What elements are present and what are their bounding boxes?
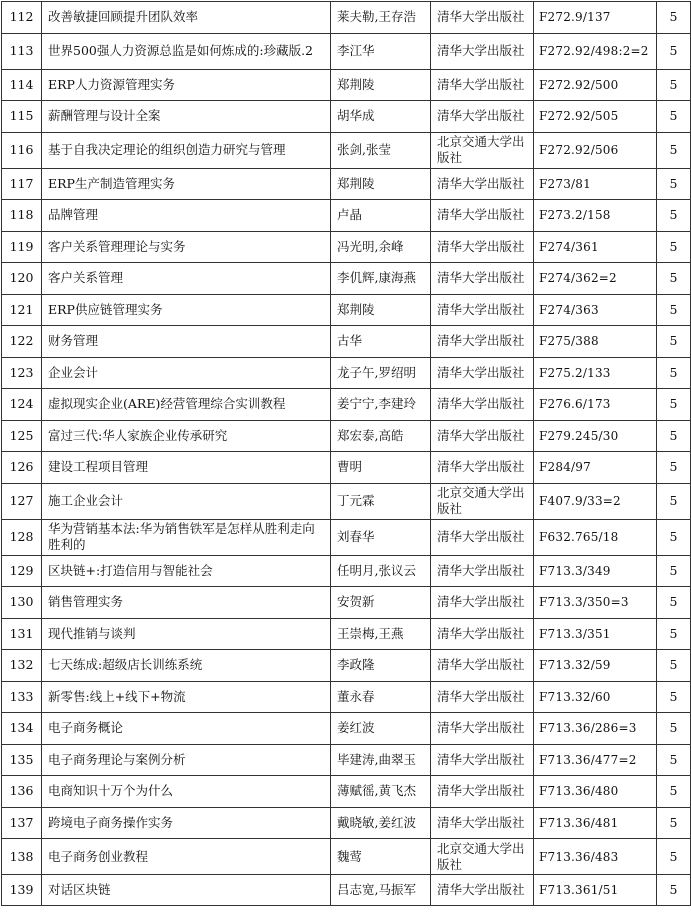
row-number: 122 (2, 326, 42, 358)
book-title: ERP生产制造管理实务 (42, 168, 331, 200)
row-number: 137 (2, 807, 42, 839)
book-publisher: 清华大学出版社 (431, 807, 534, 839)
book-title: 客户关系管理 (42, 263, 331, 295)
book-author: 毕建涛,曲翠玉 (331, 744, 431, 776)
book-author: 魏莺 (331, 839, 431, 875)
book-publisher: 清华大学出版社 (431, 650, 534, 682)
book-title: 施工企业会计 (42, 483, 331, 519)
book-author: 吕志宽,马振军 (331, 875, 431, 906)
book-author: 安贺新 (331, 587, 431, 619)
copy-count: 5 (657, 294, 691, 326)
copy-count: 5 (657, 263, 691, 295)
book-publisher: 清华大学出版社 (431, 33, 534, 69)
copy-count: 5 (657, 2, 691, 34)
book-author: 李政隆 (331, 650, 431, 682)
book-author: 丁元霖 (331, 483, 431, 519)
table-row (2, 681, 691, 713)
call-number: F713.32/60 (534, 681, 657, 713)
book-title: 现代推销与谈判 (42, 618, 331, 650)
row-number: 119 (2, 231, 42, 263)
copy-count: 5 (657, 101, 691, 133)
book-list-body (2, 2, 691, 906)
table-row (2, 263, 691, 295)
table-row (2, 389, 691, 421)
row-number: 123 (2, 357, 42, 389)
call-number: F279.245/30 (534, 420, 657, 452)
copy-count: 5 (657, 69, 691, 101)
table-row (2, 587, 691, 619)
book-publisher: 清华大学出版社 (431, 681, 534, 713)
table-row (2, 618, 691, 650)
row-number: 130 (2, 587, 42, 619)
table-row (2, 200, 691, 232)
table-row (2, 483, 691, 519)
row-number: 117 (2, 168, 42, 200)
book-title: 跨境电子商务操作实务 (42, 807, 331, 839)
row-number: 118 (2, 200, 42, 232)
book-title: 电子商务创业教程 (42, 839, 331, 875)
book-author: 董永春 (331, 681, 431, 713)
call-number: F276.6/173 (534, 389, 657, 421)
book-author: 郑荆陵 (331, 69, 431, 101)
book-list-table (1, 1, 691, 906)
call-number: F713.32/59 (534, 650, 657, 682)
book-publisher: 清华大学出版社 (431, 200, 534, 232)
call-number: F713.361/51 (534, 875, 657, 906)
call-number: F273.2/158 (534, 200, 657, 232)
table-row (2, 452, 691, 484)
row-number: 116 (2, 132, 42, 168)
book-title: 区块链+:打造信用与智能社会 (42, 555, 331, 587)
call-number: F274/362=2 (534, 263, 657, 295)
row-number: 134 (2, 713, 42, 745)
copy-count: 5 (657, 483, 691, 519)
copy-count: 5 (657, 618, 691, 650)
book-publisher: 清华大学出版社 (431, 168, 534, 200)
book-title: 销售管理实务 (42, 587, 331, 619)
row-number: 125 (2, 420, 42, 452)
book-author: 王崇梅,王燕 (331, 618, 431, 650)
row-number: 129 (2, 555, 42, 587)
table-row (2, 357, 691, 389)
book-publisher: 清华大学出版社 (431, 713, 534, 745)
book-title: 新零售:线上+线下+物流 (42, 681, 331, 713)
table-row (2, 168, 691, 200)
copy-count: 5 (657, 420, 691, 452)
book-publisher: 清华大学出版社 (431, 69, 534, 101)
book-author: 李江华 (331, 33, 431, 69)
copy-count: 5 (657, 519, 691, 555)
book-author: 胡华成 (331, 101, 431, 133)
row-number: 115 (2, 101, 42, 133)
row-number: 113 (2, 33, 42, 69)
book-author: 莱夫勒,王存浩 (331, 2, 431, 34)
call-number: F272.92/498:2=2 (534, 33, 657, 69)
copy-count: 5 (657, 132, 691, 168)
call-number: F272.9/137 (534, 2, 657, 34)
copy-count: 5 (657, 807, 691, 839)
table-row (2, 33, 691, 69)
book-author: 姜宁宁,李建玲 (331, 389, 431, 421)
table-row (2, 326, 691, 358)
copy-count: 5 (657, 231, 691, 263)
book-author: 古华 (331, 326, 431, 358)
book-title: 七天练成:超级店长训练系统 (42, 650, 331, 682)
call-number: F272.92/506 (534, 132, 657, 168)
book-title: 基于自我决定理论的组织创造力研究与管理 (42, 132, 331, 168)
book-title: ERP供应链管理实务 (42, 294, 331, 326)
row-number: 121 (2, 294, 42, 326)
book-publisher: 清华大学出版社 (431, 357, 534, 389)
book-title: 对话区块链 (42, 875, 331, 906)
book-author: 任明月,张议云 (331, 555, 431, 587)
copy-count: 5 (657, 587, 691, 619)
book-author: 刘春华 (331, 519, 431, 555)
book-publisher: 清华大学出版社 (431, 452, 534, 484)
book-title: 财务管理 (42, 326, 331, 358)
copy-count: 5 (657, 33, 691, 69)
book-author: 龙子午,罗绍明 (331, 357, 431, 389)
copy-count: 5 (657, 326, 691, 358)
copy-count: 5 (657, 839, 691, 875)
call-number: F713.3/350=3 (534, 587, 657, 619)
book-author: 冯光明,余峰 (331, 231, 431, 263)
book-author: 薄赋徭,黄飞杰 (331, 776, 431, 808)
call-number: F273/81 (534, 168, 657, 200)
call-number: F284/97 (534, 452, 657, 484)
book-title: 改善敏捷回顾提升团队效率 (42, 2, 331, 34)
row-number: 124 (2, 389, 42, 421)
book-publisher: 清华大学出版社 (431, 294, 534, 326)
copy-count: 5 (657, 389, 691, 421)
book-title: 建设工程项目管理 (42, 452, 331, 484)
book-publisher: 清华大学出版社 (431, 618, 534, 650)
call-number: F407.9/33=2 (534, 483, 657, 519)
call-number: F713.36/480 (534, 776, 657, 808)
copy-count: 5 (657, 681, 691, 713)
copy-count: 5 (657, 200, 691, 232)
copy-count: 5 (657, 713, 691, 745)
row-number: 126 (2, 452, 42, 484)
call-number: F274/361 (534, 231, 657, 263)
book-title: ERP人力资源管理实务 (42, 69, 331, 101)
book-publisher: 清华大学出版社 (431, 776, 534, 808)
table-row (2, 101, 691, 133)
row-number: 139 (2, 875, 42, 906)
book-title: 薪酬管理与设计全案 (42, 101, 331, 133)
book-publisher: 北京交通大学出版社 (431, 483, 534, 519)
book-title: 电商知识十万个为什么 (42, 776, 331, 808)
row-number: 135 (2, 744, 42, 776)
book-author: 郑荆陵 (331, 168, 431, 200)
book-title: 企业会计 (42, 357, 331, 389)
table-row (2, 555, 691, 587)
table-row (2, 69, 691, 101)
call-number: F274/363 (534, 294, 657, 326)
table-row (2, 744, 691, 776)
copy-count: 5 (657, 650, 691, 682)
book-publisher: 清华大学出版社 (431, 326, 534, 358)
book-author: 卢晶 (331, 200, 431, 232)
table-row (2, 2, 691, 34)
book-title: 富过三代:华人家族企业传承研究 (42, 420, 331, 452)
book-author: 曹明 (331, 452, 431, 484)
book-author: 郑宏泰,高皓 (331, 420, 431, 452)
book-title: 华为营销基本法:华为销售铁军是怎样从胜利走向胜利的 (42, 519, 331, 555)
book-publisher: 清华大学出版社 (431, 231, 534, 263)
book-author: 郑荆陵 (331, 294, 431, 326)
book-publisher: 北京交通大学出版社 (431, 839, 534, 875)
copy-count: 5 (657, 168, 691, 200)
call-number: F632.765/18 (534, 519, 657, 555)
row-number: 131 (2, 618, 42, 650)
call-number: F275.2/133 (534, 357, 657, 389)
call-number: F272.92/500 (534, 69, 657, 101)
book-title: 客户关系管理理论与实务 (42, 231, 331, 263)
book-publisher: 清华大学出版社 (431, 744, 534, 776)
table-row (2, 807, 691, 839)
table-row (2, 231, 691, 263)
book-publisher: 清华大学出版社 (431, 263, 534, 295)
call-number: F713.36/286=3 (534, 713, 657, 745)
book-title: 品牌管理 (42, 200, 331, 232)
book-author: 李仉辉,康海燕 (331, 263, 431, 295)
row-number: 127 (2, 483, 42, 519)
row-number: 112 (2, 2, 42, 34)
book-publisher: 清华大学出版社 (431, 875, 534, 906)
table-row (2, 776, 691, 808)
book-title: 电子商务理论与案例分析 (42, 744, 331, 776)
book-title: 世界500强人力资源总监是如何炼成的:珍藏版.2 (42, 33, 331, 69)
row-number: 136 (2, 776, 42, 808)
book-publisher: 清华大学出版社 (431, 101, 534, 133)
book-publisher: 清华大学出版社 (431, 420, 534, 452)
row-number: 128 (2, 519, 42, 555)
book-publisher: 清华大学出版社 (431, 555, 534, 587)
book-publisher: 清华大学出版社 (431, 519, 534, 555)
table-row (2, 420, 691, 452)
call-number: F713.36/477=2 (534, 744, 657, 776)
book-title: 虚拟现实企业(ARE)经营管理综合实训教程 (42, 389, 331, 421)
book-author: 戴晓敏,姜红波 (331, 807, 431, 839)
call-number: F713.3/351 (534, 618, 657, 650)
copy-count: 5 (657, 875, 691, 906)
book-author: 张剑,张莹 (331, 132, 431, 168)
copy-count: 5 (657, 452, 691, 484)
book-title: 电子商务概论 (42, 713, 331, 745)
table-row (2, 519, 691, 555)
table-row (2, 875, 691, 906)
row-number: 138 (2, 839, 42, 875)
call-number: F275/388 (534, 326, 657, 358)
table-row (2, 132, 691, 168)
copy-count: 5 (657, 357, 691, 389)
table-row (2, 713, 691, 745)
table-row (2, 839, 691, 875)
book-publisher: 清华大学出版社 (431, 587, 534, 619)
table-row (2, 650, 691, 682)
copy-count: 5 (657, 776, 691, 808)
book-publisher: 北京交通大学出版社 (431, 132, 534, 168)
book-publisher: 清华大学出版社 (431, 2, 534, 34)
row-number: 133 (2, 681, 42, 713)
copy-count: 5 (657, 744, 691, 776)
call-number: F713.36/483 (534, 839, 657, 875)
call-number: F713.3/349 (534, 555, 657, 587)
copy-count: 5 (657, 555, 691, 587)
book-publisher: 清华大学出版社 (431, 389, 534, 421)
row-number: 132 (2, 650, 42, 682)
row-number: 114 (2, 69, 42, 101)
call-number: F272.92/505 (534, 101, 657, 133)
table-row (2, 294, 691, 326)
book-author: 姜红波 (331, 713, 431, 745)
row-number: 120 (2, 263, 42, 295)
call-number: F713.36/481 (534, 807, 657, 839)
